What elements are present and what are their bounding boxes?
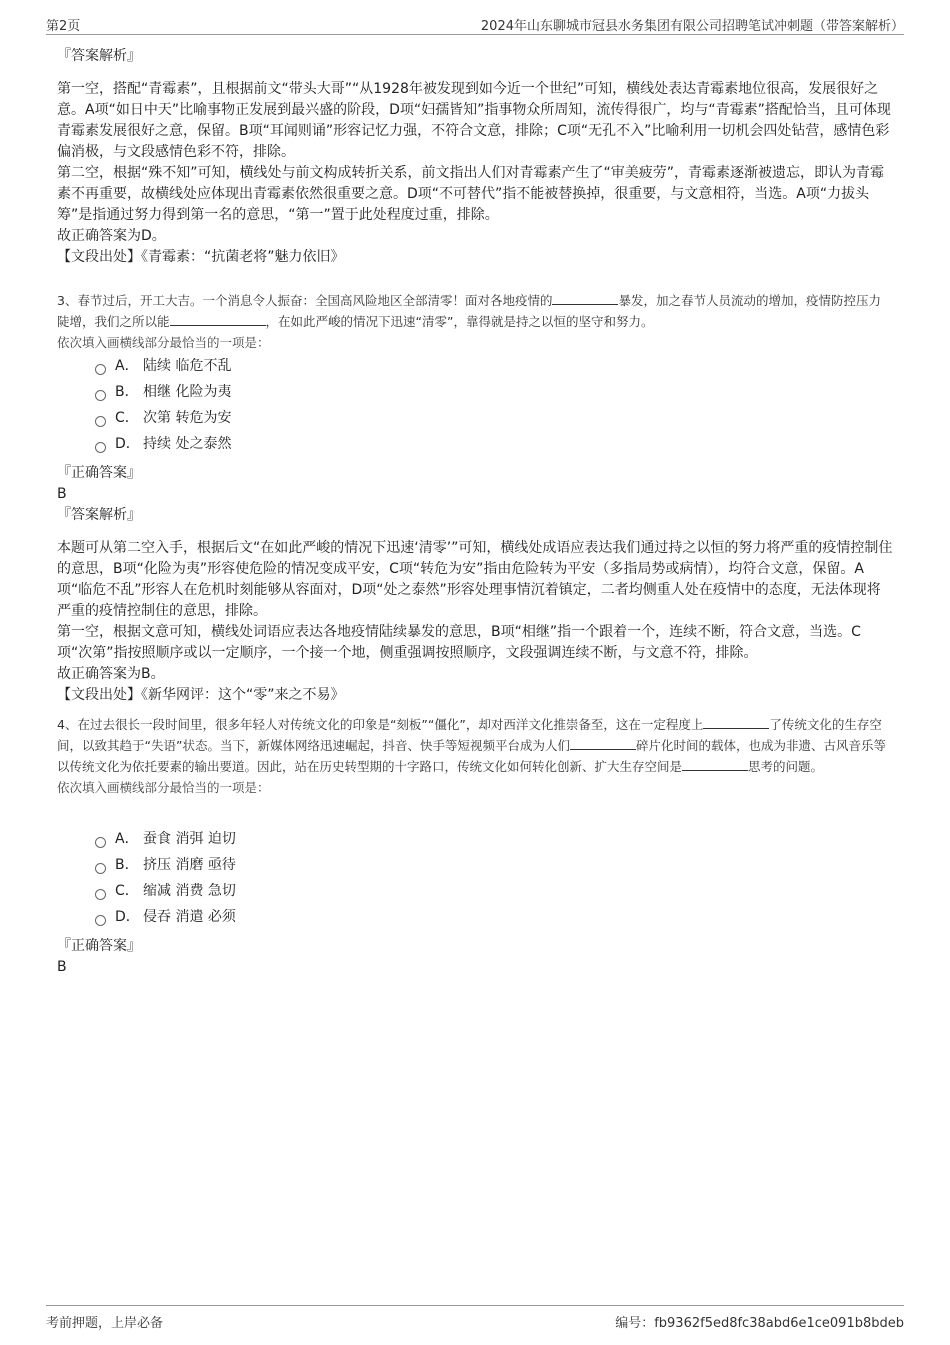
option-letter: C． (115, 409, 139, 426)
q4-blank-3 (682, 758, 748, 771)
radio-button[interactable] (95, 364, 106, 375)
q3-stem (57, 290, 893, 332)
q2-analysis-para2: 第二空，根据“殊不知”可知，横线处与前文构成转折关系，前文指出人们对青霉素产生了“审美疲劳”，青霉素逐渐被遗忘，即认为青霉素不再重要，故横线处应体现出青霉素依然很重要之意。D项“不可替代”指不能被替换掉，很重要，与文意相符，当选。A项“力拔头筹”是指通过努力得到第一名的意思，“第一”置于此处程度过重，排除。 (57, 165, 885, 223)
q3-correct-answer: B (57, 486, 67, 502)
footer-code (615, 1312, 904, 1331)
q3-option-a[interactable] (95, 353, 893, 379)
option-text: 相继 化险为夷 (143, 383, 232, 400)
radio-button[interactable] (95, 889, 106, 900)
q4-correct-answer: B (57, 959, 67, 975)
option-letter: A． (115, 830, 139, 847)
q2-conclusion: 故正确答案为D。 (57, 228, 166, 244)
q4-stem (57, 714, 893, 777)
document-title: 2024年山东聊城市冠县水务集团有限公司招聘笔试冲刺题（带答案解析） (480, 19, 904, 34)
option-text: 陆续 临危不乱 (143, 357, 232, 374)
q3-analysis-para1: 本题可从第二空入手，根据后文“在如此严峻的情况下迅速‘清零’”可知，横线处成语应表达我们通过持之以恒的努力将严重的疫情控制住的意思，B项“化险为夷”形容使危险的情况变成平安，C项“转危为安”指由危险转为平安（多指局势或病情），均符合文意，保留。A项“临危不乱”形容人在危机时刻能够从容面对，D项“处之泰然”形容处理事情沉着镇定，二者均侧重人处在疫情中的态度，无法体现将严重的疫情控制住的意思，排除。 (57, 540, 893, 619)
radio-button[interactable] (95, 416, 106, 427)
q2-source: 【文段出处】《青霉素：“抗菌老将”魅力依旧》 (57, 249, 345, 265)
radio-button[interactable] (95, 863, 106, 874)
q4-stem-part2: 了传统文化的生存空间，以致其趋于“失语”状态。当下，新媒体网络迅速崛起，抖音、快手等短视频平台成为人们 (57, 717, 882, 753)
q3-prompt: 依次填入画横线部分最恰当的一项是： (57, 335, 270, 350)
q2-analysis-para1: 第一空，搭配“青霉素”，且根据前文“带头大哥”“从1928年被发现到如今近一个世纪”可知，横线处表达青霉素地位很高，发展很好之意。A项“如日中天”比喻事物正发展到最兴盛的阶段，D项“妇孺皆知”指事物众所周知，流传得很广，均与“青霉素”搭配恰当，且可体现青霉素发展很好之意，保留。B项“耳闻则诵”形容记忆力强，不符合文意，排除；C项“无孔不入”比喻利用一切机会四处钻营，感情色彩偏消极，与文段感情色彩不符，排除。 (57, 81, 891, 160)
option-text: 次第 转危为安 (143, 409, 232, 426)
q3-correct-label: 『正确答案』 (57, 465, 141, 481)
question-3 (57, 290, 893, 706)
q4-stem-part3: 碎片化时间的载体，也成为非遗、古风音乐等以传统文化为依托要素的输出要道。因此，站在历史转型期的十字路口，传统文化如何转化创新、扩大生存空间是 (57, 738, 886, 774)
option-letter: B． (115, 383, 139, 400)
footer-code-label: 编号： (615, 1316, 655, 1331)
page-footer (46, 1305, 904, 1331)
q4-option-c[interactable] (95, 878, 893, 904)
radio-button[interactable] (95, 915, 106, 926)
q4-prompt: 依次填入画横线部分最恰当的一项是： (57, 780, 270, 795)
option-letter: D． (115, 435, 140, 452)
option-text: 侵吞 消遣 必须 (143, 908, 236, 925)
q3-analysis-para2: 第一空，根据文意可知，横线处词语应表达各地疫情陆续暴发的意思，B项“相继”指一个跟着一个，连续不断，符合文意，当选。C项“次第”指按照顺序或以一定顺序，一个接一个地，侧重强调按照顺序，文段强调连续不断，与文意不符，排除。 (57, 624, 861, 661)
q3-blank-1 (552, 292, 618, 305)
q3-options (95, 353, 893, 457)
q3-option-c[interactable] (95, 405, 893, 431)
q4-blank-1 (703, 716, 769, 729)
page-content (57, 46, 893, 978)
option-text: 蚕食 消弭 迫切 (143, 830, 236, 847)
q4-stem-part1: 4、在过去很长一段时间里，很多年轻人对传统文化的印象是“刻板”“僵化”，却对西洋文化推崇备至，这在一定程度上 (57, 717, 704, 732)
q3-source: 【文段出处】《新华网评：这个“零”来之不易》 (57, 687, 345, 703)
footer-slogan: 考前押题，上岸必备 (46, 1316, 164, 1331)
option-text: 缩减 消费 急切 (143, 882, 236, 899)
option-letter: C． (115, 882, 139, 899)
page-number: 第2页 (46, 19, 81, 34)
footer-code-value: fb9362f5ed8fc38abd6e1ce091b8bdeb (654, 1316, 904, 1331)
q4-option-a[interactable] (95, 826, 893, 852)
q4-blank-2 (570, 737, 636, 750)
q3-analysis-label: 『答案解析』 (57, 507, 141, 523)
radio-button[interactable] (95, 390, 106, 401)
q4-options (95, 826, 893, 930)
q3-conclusion: 故正确答案为B。 (57, 666, 165, 682)
q3-stem-part1: 3、春节过后，开工大吉。一个消息令人振奋：全国高风险地区全部清零！面对各地疫情的 (57, 293, 553, 308)
q3-option-b[interactable] (95, 379, 893, 405)
radio-button[interactable] (95, 442, 106, 453)
q4-stem-part4: 思考的问题。 (748, 759, 824, 774)
q4-correct-label: 『正确答案』 (57, 938, 141, 954)
option-text: 挤压 消磨 亟待 (143, 856, 236, 873)
option-letter: B． (115, 856, 139, 873)
radio-button[interactable] (95, 837, 106, 848)
option-letter: D． (115, 908, 140, 925)
q4-option-b[interactable] (95, 852, 893, 878)
q4-option-d[interactable] (95, 904, 893, 930)
q2-analysis-label: 『答案解析』 (57, 48, 141, 64)
question-4 (57, 714, 893, 978)
option-letter: A． (115, 357, 139, 374)
option-text: 持续 处之泰然 (143, 435, 232, 452)
q3-stem-part2: 暴发，加之春节人员流动的增加，疫情防控压力陡增，我们之所以能 (57, 293, 881, 329)
q3-stem-part3: ，在如此严峻的情况下迅速“清零”，靠得就是持之以恒的坚守和努力。 (265, 314, 654, 329)
q3-option-d[interactable] (95, 431, 893, 457)
page-header (46, 12, 904, 35)
q3-blank-2 (170, 313, 266, 326)
